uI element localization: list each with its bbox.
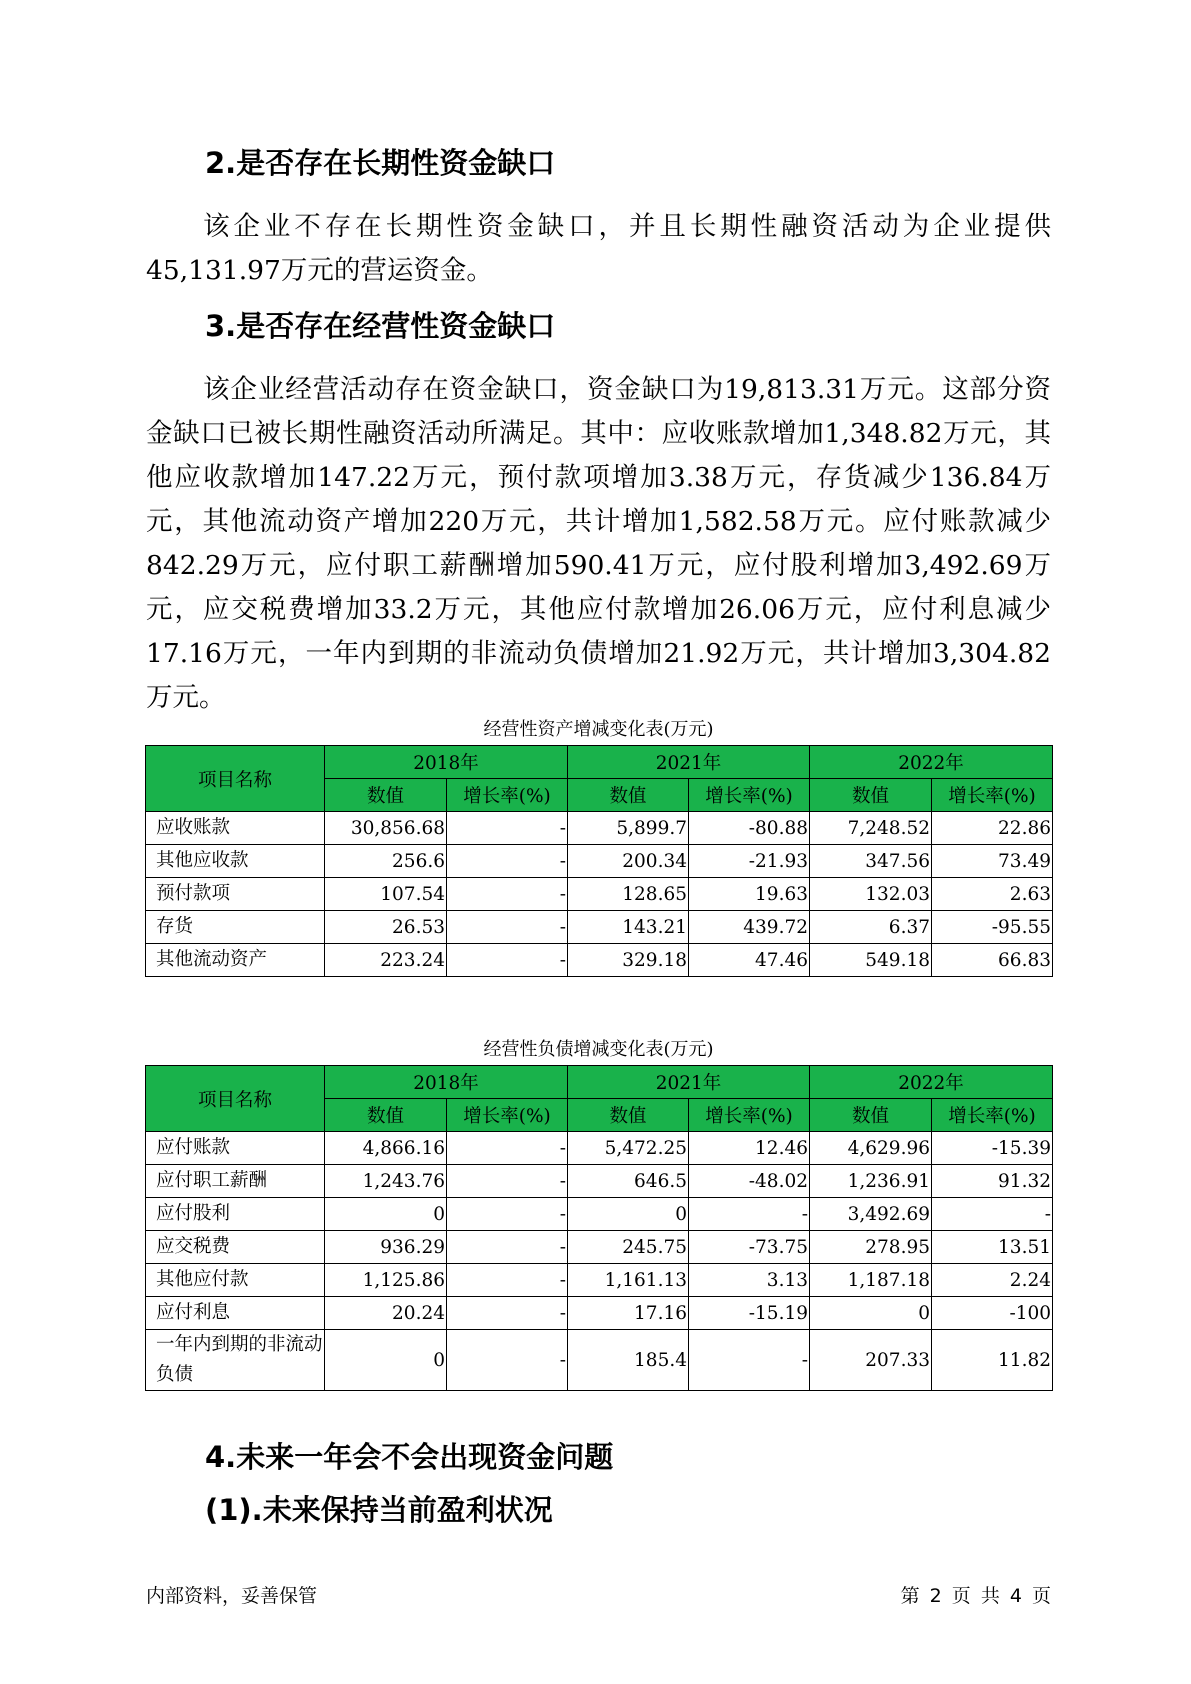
section2-heading: 2.是否存在长期性资金缺口 — [205, 146, 556, 180]
year-header: 2018年 — [325, 1066, 568, 1099]
value-cell: 3,492.69 — [810, 1198, 932, 1231]
growth-rate-cell: -15.39 — [932, 1132, 1053, 1165]
value-cell: 200.34 — [568, 845, 689, 878]
row-item-name: 应付利息 — [146, 1297, 325, 1330]
growth-rate-cell: - — [447, 878, 568, 911]
value-cell: 5,472.25 — [568, 1132, 689, 1165]
growth-rate-cell: - — [447, 1165, 568, 1198]
sub-header-rate: 增长率(%) — [932, 1099, 1053, 1132]
value-cell: 143.21 — [568, 911, 689, 944]
value-cell: 4,866.16 — [325, 1132, 447, 1165]
assets-table-caption: 经营性资产增减变化表(万元) — [483, 719, 714, 740]
row-item-name: 其他应付款 — [146, 1264, 325, 1297]
value-cell: 185.4 — [568, 1330, 689, 1391]
liabilities-table-caption: 经营性负债增减变化表(万元) — [483, 1039, 714, 1060]
table-row — [146, 1165, 1053, 1198]
footer-confidential-note: 内部资料，妥善保管 — [146, 1585, 318, 1607]
year-header: 2018年 — [325, 746, 568, 779]
sub-header-rate: 增长率(%) — [447, 1099, 568, 1132]
value-cell: 223.24 — [325, 944, 447, 977]
growth-rate-cell: - — [689, 1198, 810, 1231]
value-cell: 245.75 — [568, 1231, 689, 1264]
liabilities-table — [145, 1065, 1053, 1391]
section2-paragraph: 该企业不存在长期性资金缺口，并且长期性融资活动为企业提供45,131.97万元的营运资金。 — [146, 211, 1051, 286]
table-row — [146, 1198, 1053, 1231]
growth-rate-cell: -80.88 — [689, 812, 810, 845]
sub-header-value: 数值 — [810, 779, 932, 812]
row-item-name: 应付股利 — [146, 1198, 325, 1231]
value-cell: 0 — [568, 1198, 689, 1231]
table-row — [146, 1264, 1053, 1297]
growth-rate-cell: - — [447, 845, 568, 878]
value-cell: 549.18 — [810, 944, 932, 977]
sub-header-rate: 增长率(%) — [932, 779, 1053, 812]
growth-rate-cell: -21.93 — [689, 845, 810, 878]
value-cell: 0 — [810, 1297, 932, 1330]
value-cell: 30,856.68 — [325, 812, 447, 845]
sub-header-value: 数值 — [568, 1099, 689, 1132]
year-header: 2021年 — [568, 1066, 810, 1099]
growth-rate-cell: - — [447, 911, 568, 944]
row-item-name: 其他应收款 — [146, 845, 325, 878]
table-row — [146, 845, 1053, 878]
sub-header-value: 数值 — [325, 779, 447, 812]
growth-rate-cell: 12.46 — [689, 1132, 810, 1165]
value-cell: 26.53 — [325, 911, 447, 944]
growth-rate-cell: - — [447, 1132, 568, 1165]
value-cell: 207.33 — [810, 1330, 932, 1391]
value-cell: 7,248.52 — [810, 812, 932, 845]
col-item-name: 项目名称 — [146, 746, 325, 812]
value-cell: 1,125.86 — [325, 1264, 447, 1297]
growth-rate-cell: - — [689, 1330, 810, 1391]
value-cell: 5,899.7 — [568, 812, 689, 845]
footer-page-number: 第 2 页 共 4 页 — [900, 1585, 1051, 1607]
table-row — [146, 812, 1053, 845]
growth-rate-cell: - — [447, 1330, 568, 1391]
year-header: 2022年 — [810, 746, 1053, 779]
growth-rate-cell: -95.55 — [932, 911, 1053, 944]
row-item-name: 应收账款 — [146, 812, 325, 845]
value-cell: 936.29 — [325, 1231, 447, 1264]
growth-rate-cell: - — [447, 1231, 568, 1264]
row-item-name: 应付职工薪酬 — [146, 1165, 325, 1198]
value-cell: 1,236.91 — [810, 1165, 932, 1198]
col-item-name: 项目名称 — [146, 1066, 325, 1132]
sub-header-value: 数值 — [325, 1099, 447, 1132]
row-item-name: 预付款项 — [146, 878, 325, 911]
sub-header-rate: 增长率(%) — [447, 779, 568, 812]
value-cell: 0 — [325, 1198, 447, 1231]
growth-rate-cell: - — [447, 1264, 568, 1297]
row-item-name: 存货 — [146, 911, 325, 944]
growth-rate-cell: 19.63 — [689, 878, 810, 911]
growth-rate-cell: - — [932, 1198, 1053, 1231]
year-header: 2022年 — [810, 1066, 1053, 1099]
value-cell: 256.6 — [325, 845, 447, 878]
row-item-name: 应付账款 — [146, 1132, 325, 1165]
growth-rate-cell: 439.72 — [689, 911, 810, 944]
value-cell: 20.24 — [325, 1297, 447, 1330]
value-cell: 4,629.96 — [810, 1132, 932, 1165]
value-cell: 6.37 — [810, 911, 932, 944]
row-item-name: 应交税费 — [146, 1231, 325, 1264]
table-row — [146, 1297, 1053, 1330]
sub-header-rate: 增长率(%) — [689, 1099, 810, 1132]
growth-rate-cell: -73.75 — [689, 1231, 810, 1264]
growth-rate-cell: 11.82 — [932, 1330, 1053, 1391]
sub-header-rate: 增长率(%) — [689, 779, 810, 812]
growth-rate-cell: 47.46 — [689, 944, 810, 977]
growth-rate-cell: - — [447, 1198, 568, 1231]
year-header: 2021年 — [568, 746, 810, 779]
table-row — [146, 1330, 1053, 1391]
growth-rate-cell: 2.63 — [932, 878, 1053, 911]
growth-rate-cell: 66.83 — [932, 944, 1053, 977]
value-cell: 278.95 — [810, 1231, 932, 1264]
value-cell: 0 — [325, 1330, 447, 1391]
growth-rate-cell: -48.02 — [689, 1165, 810, 1198]
table-row — [146, 944, 1053, 977]
row-item-name: 其他流动资产 — [146, 944, 325, 977]
sub-header-value: 数值 — [810, 1099, 932, 1132]
growth-rate-cell: 13.51 — [932, 1231, 1053, 1264]
growth-rate-cell: 73.49 — [932, 845, 1053, 878]
assets-table — [145, 745, 1053, 977]
table-row — [146, 911, 1053, 944]
growth-rate-cell: 91.32 — [932, 1165, 1053, 1198]
value-cell: 1,187.18 — [810, 1264, 932, 1297]
growth-rate-cell: - — [447, 1297, 568, 1330]
value-cell: 128.65 — [568, 878, 689, 911]
value-cell: 329.18 — [568, 944, 689, 977]
growth-rate-cell: - — [447, 944, 568, 977]
growth-rate-cell: -15.19 — [689, 1297, 810, 1330]
growth-rate-cell: 2.24 — [932, 1264, 1053, 1297]
value-cell: 1,243.76 — [325, 1165, 447, 1198]
table-row — [146, 878, 1053, 911]
section4-subheading: (1).未来保持当前盈利状况 — [205, 1493, 553, 1527]
row-item-name: 一年内到期的非流动负债 — [146, 1330, 325, 1391]
growth-rate-cell: -100 — [932, 1297, 1053, 1330]
value-cell: 347.56 — [810, 845, 932, 878]
value-cell: 17.16 — [568, 1297, 689, 1330]
section3-heading: 3.是否存在经营性资金缺口 — [205, 309, 556, 343]
value-cell: 107.54 — [325, 878, 447, 911]
sub-header-value: 数值 — [568, 779, 689, 812]
section4-heading: 4.未来一年会不会出现资金问题 — [205, 1440, 614, 1474]
value-cell: 132.03 — [810, 878, 932, 911]
value-cell: 1,161.13 — [568, 1264, 689, 1297]
table-row — [146, 1132, 1053, 1165]
growth-rate-cell: 22.86 — [932, 812, 1053, 845]
value-cell: 646.5 — [568, 1165, 689, 1198]
section3-paragraph: 该企业经营活动存在资金缺口，资金缺口为19,813.31万元。这部分资金缺口已被长期性融资活动所满足。其中：应收账款增加1,348.82万元，其他应收款增加147.22万元，预付款项增加3.38万元，存货减少136.84万元，其他流动资产增加220万元，共计增加1,582.58万元。应付账款减少842.29万元，应付职工薪酬增加590.41万元，应付股利增加3,492.69万元，应交税费增加33.2万元，其他应付款增加26.06万元，应付利息减少17.16万元，一年内到期的非流动负债增加21.92万元，共计增加3,304.82万元。 — [146, 374, 1051, 713]
growth-rate-cell: 3.13 — [689, 1264, 810, 1297]
table-row — [146, 1231, 1053, 1264]
growth-rate-cell: - — [447, 812, 568, 845]
